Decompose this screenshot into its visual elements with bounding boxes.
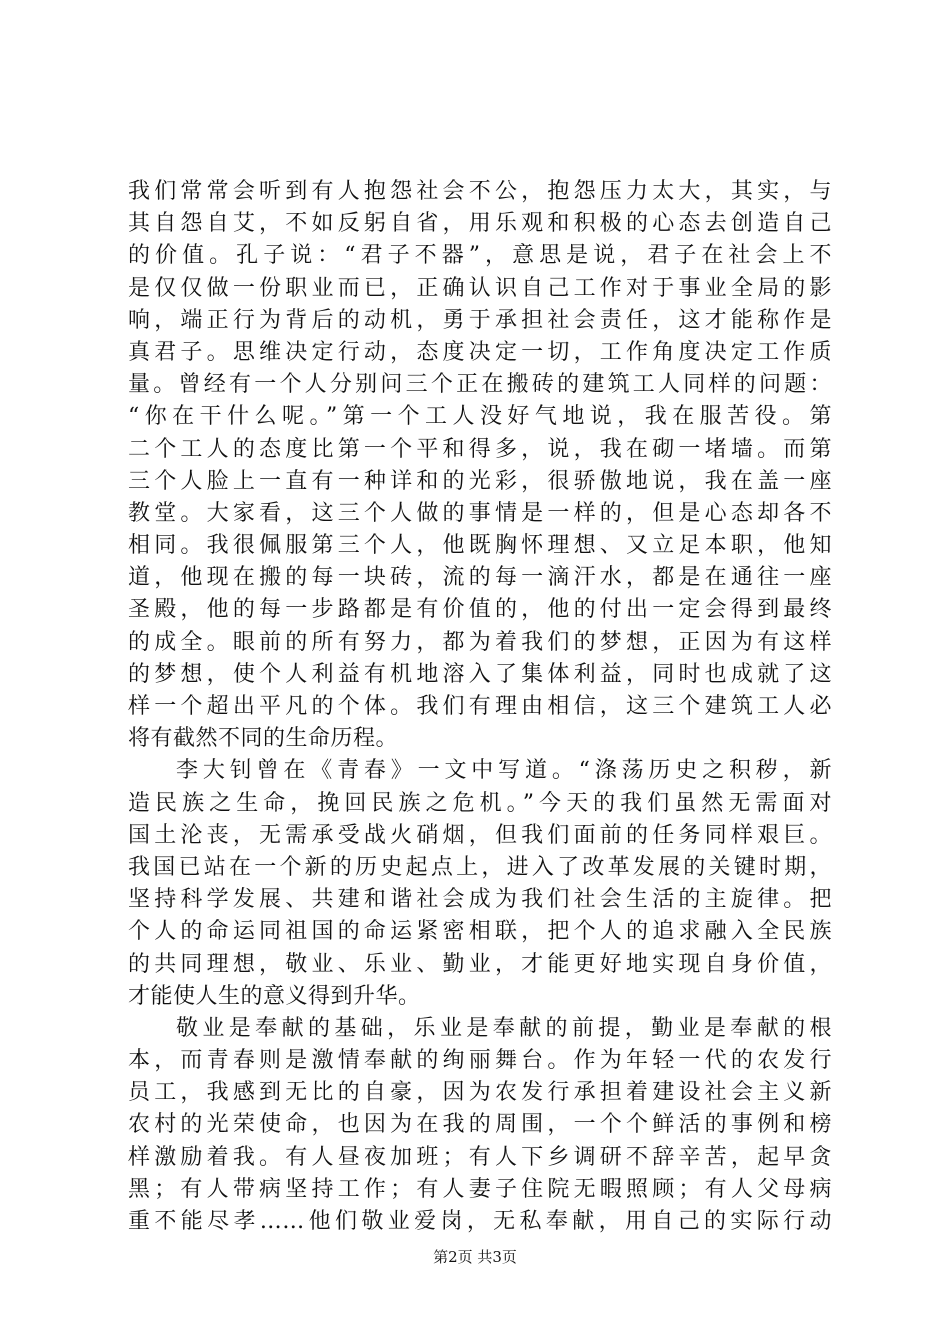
text-line: 重不能尽孝……他们敬业爱岗，无私奉献，用自己的实际行动	[128, 1209, 832, 1234]
text-line: 员工，我感到无比的自豪，因为农发行承担着建设社会主义新	[128, 1080, 832, 1106]
text-line: 我们常常会听到有人抱怨社会不公，抱怨压力太大，其实，与	[128, 179, 832, 204]
text-line: 样一个超出平凡的个体。我们有理由相信，这三个建筑工人必	[128, 694, 832, 719]
text-line: 我国已站在一个新的历史起点上，进入了改革发展的关键时期，	[128, 854, 832, 880]
text-line: 响，端正行为背后的动机，勇于承担社会责任，这才能称作是	[128, 307, 832, 333]
text-line: 是仅仅做一份职业而已，正确认识自己工作对于事业全局的影	[128, 275, 832, 301]
text-line: 的共同理想，敬业、乐业、勤业，才能更好地实现自身价值，	[128, 951, 832, 977]
text-line: 教堂。大家看，这三个人做的事情是一样的，但是心态却各不	[128, 500, 832, 526]
body-text	[128, 176, 832, 1238]
text-line: 样激励着我。有人昼夜加班；有人下乡调研不辞辛苦，起早贪	[128, 1144, 832, 1170]
text-line: 二个工人的态度比第一个平和得多，说，我在砌一堵墙。而第	[128, 436, 832, 462]
text-line: “你在干什么呢。”第一个工人没好气地说，我在服苦役。第	[128, 404, 832, 430]
text-line: 相同。我很佩服第三个人，他既胸怀理想、又立足本职，他知	[128, 533, 832, 559]
text-line: 三个人脸上一直有一种详和的光彩，很骄傲地说，我在盖一座	[128, 468, 832, 494]
text-line: 敬业是奉献的基础，乐业是奉献的前提，勤业是奉献的根	[176, 1015, 832, 1041]
text-line: 国土沦丧，无需承受战火硝烟，但我们面前的任务同样艰巨。	[128, 822, 832, 848]
text-line: 个人的命运同祖国的命运紧密相联，把个人的追求融入全民族	[128, 919, 832, 945]
text-line: 圣殿，他的每一步路都是有价值的，他的付出一定会得到最终	[128, 597, 832, 623]
text-line: 李大钊曾在《青春》一文中写道。“涤荡历史之积秽，新	[176, 758, 832, 784]
text-line: 的梦想，使个人利益有机地溶入了集体利益，同时也成就了这	[128, 661, 832, 687]
text-line: 黑；有人带病坚持工作；有人妻子住院无暇照顾；有人父母病	[128, 1176, 832, 1202]
text-line: 的价值。孔子说：“君子不器”，意思是说，君子在社会上不	[128, 243, 832, 269]
text-line: 坚持科学发展、共建和谐社会成为我们社会生活的主旋律。把	[128, 887, 832, 913]
text-line: 将有截然不同的生命历程。	[128, 726, 399, 752]
text-line: 农村的光荣使命，也因为在我的周围，一个个鲜活的事例和榜	[128, 1112, 832, 1138]
text-line: 量。曾经有一个人分别问三个正在搬砖的建筑工人同样的问题：	[128, 372, 832, 398]
text-line: 本，而青春则是激情奉献的绚丽舞台。作为年轻一代的农发行	[128, 1048, 832, 1074]
text-line: 的成全。眼前的所有努力，都为着我们的梦想，正因为有这样	[128, 629, 832, 655]
text-line: 道，他现在搬的每一块砖，流的每一滴汗水，都是在通往一座	[128, 565, 832, 591]
text-line: 才能使人生的意义得到升华。	[128, 983, 421, 1009]
text-line: 其自怨自艾，不如反躬自省，用乐观和积极的心态去创造自己	[128, 211, 832, 237]
page-footer: 第2页 共3页	[433, 1248, 517, 1266]
text-line: 造民族之生命，挽回民族之危机。”今天的我们虽然无需面对	[128, 790, 832, 816]
text-line: 真君子。思维决定行动，态度决定一切，工作角度决定工作质	[128, 339, 832, 365]
